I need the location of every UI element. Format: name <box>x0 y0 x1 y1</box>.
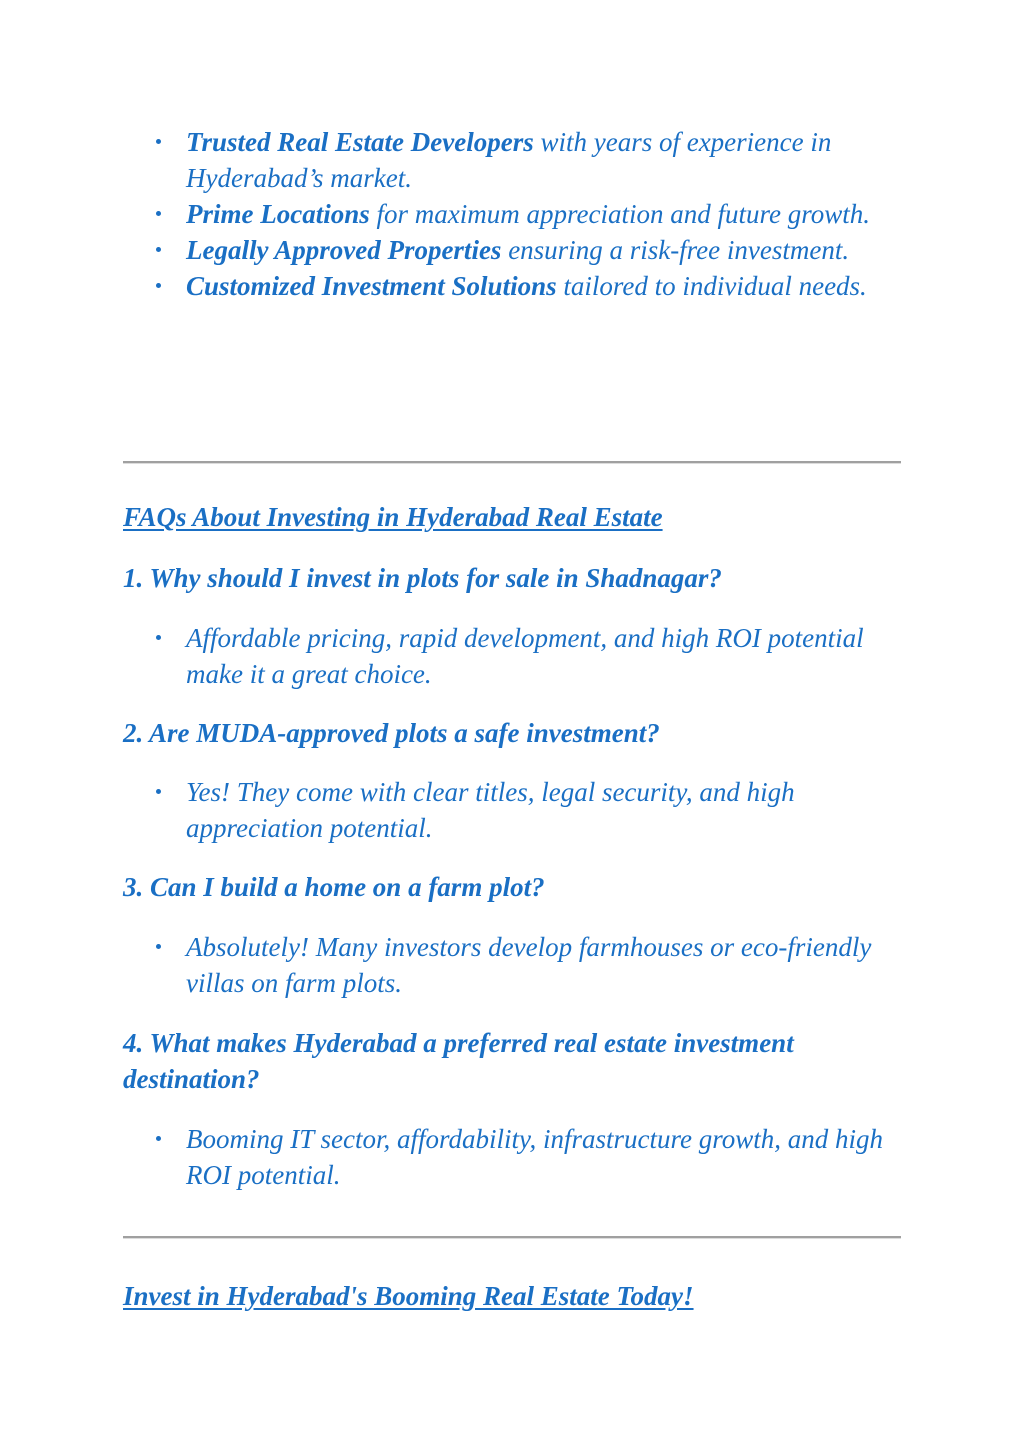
feature-title: Prime Locations <box>186 199 370 229</box>
faq-answer-list <box>150 1121 890 1193</box>
faq-answer-text: Absolutely! Many investors develop farmhouses or eco-friendly villas on farm plots. <box>186 932 872 998</box>
faq-answer <box>150 774 890 846</box>
bullet-icon <box>156 247 161 252</box>
feature-title: Legally Approved Properties <box>186 235 502 265</box>
faq-answer-text: Affordable pricing, rapid development, and high ROI potential make it a great choice. <box>186 623 864 689</box>
faq-answer <box>150 620 890 692</box>
feature-item <box>150 196 890 232</box>
faq-answer-text: Yes! They come with clear titles, legal security, and high appreciation potential. <box>186 777 795 843</box>
faq-heading-link[interactable]: FAQs About Investing in Hyderabad Real Estate <box>123 502 663 532</box>
faq-answer <box>150 929 890 1001</box>
feature-text: ensuring a risk-free investment. <box>501 235 850 265</box>
bullet-icon <box>156 944 161 949</box>
feature-item <box>150 124 890 196</box>
faq-question: 4. What makes Hyderabad a preferred real estate investment destination? <box>123 1028 794 1094</box>
faq-answer-list <box>150 929 890 1001</box>
faq-answer-list <box>150 774 890 846</box>
faq-answer <box>150 1121 890 1193</box>
feature-text: with years of experience in Hyderabad’s market. <box>186 127 832 193</box>
feature-item <box>150 268 890 304</box>
divider <box>123 1236 901 1239</box>
feature-title: Customized Investment Solutions <box>186 271 557 301</box>
feature-text: for maximum appreciation and future growth. <box>369 199 870 229</box>
bullet-icon <box>156 139 161 144</box>
faq-question: 2. Are MUDA-approved plots a safe investment? <box>123 718 660 748</box>
divider <box>123 461 901 464</box>
feature-text: tailored to individual needs. <box>556 271 867 301</box>
cta-heading-link[interactable]: Invest in Hyderabad's Booming Real Estate Today! <box>123 1281 694 1311</box>
bullet-icon <box>156 1136 161 1141</box>
bullet-icon <box>156 283 161 288</box>
feature-item <box>150 232 890 268</box>
bullet-icon <box>156 635 161 640</box>
feature-title: Trusted Real Estate Developers <box>186 127 534 157</box>
faq-question: 3. Can I build a home on a farm plot? <box>123 872 545 902</box>
faq-question: 1. Why should I invest in plots for sale in Shadnagar? <box>123 563 722 593</box>
faq-answer-text: Booming IT sector, affordability, infrastructure growth, and high ROI potential. <box>186 1124 884 1190</box>
bullet-icon <box>156 789 161 794</box>
faq-answer-list <box>150 620 890 692</box>
features-list <box>150 124 890 304</box>
bullet-icon <box>156 211 161 216</box>
